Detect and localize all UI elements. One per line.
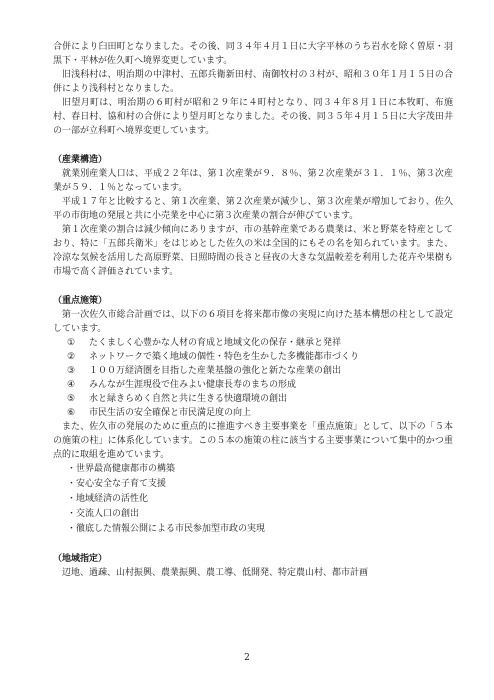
pillar-list-item: ・安心安全な子育て支援	[67, 479, 167, 489]
history-paragraph-usuda: 合併により臼田町となりました。その後、同３４年４月１日に大字平林のうち岩水を除く曽原・羽黒下・平林が佐久町へ境界変更しています。	[53, 42, 453, 66]
policy-item-mark: ②	[67, 352, 76, 362]
pillar-list-item: ・交流人口の創出	[67, 509, 140, 519]
policy-item-text: 水と緑きらめく自然と共に生きる快適環境の創出	[89, 394, 288, 404]
policy-item	[53, 350, 453, 364]
history-paragraph-mochizuki: 旧望月町は、明治期の６町村が昭和２９年に４町村となり、同３４年８月１日に本牧町、布施村、春日村、協和村の合併により望月町となりました。その後、同３５年４月１５日に大字茂田井の一部が立科町へ境界変更しています。	[53, 98, 453, 136]
page-content	[53, 40, 453, 580]
policy-intro: 第一次佐久市総合計画では、以下の６項目を将来都市像の実現に向けた基本構想の柱として設定しています。	[53, 310, 453, 334]
pillar-list-item: ・世界最高健康都市の構築	[67, 464, 176, 474]
policy-item-text: １００万経済圏を目指した産業基盤の強化と新たな産業の創出	[89, 366, 342, 376]
policy-item-mark: ⑥	[67, 408, 76, 418]
pillar-list-item: ・徹底した情報公開による市民参加型市政の実現	[67, 524, 266, 534]
designation-heading: （地域指定）	[53, 554, 108, 564]
industry-paragraph-population: 就業別産業人口は、平成２２年は、第１次産業が９．８％、第２次産業が３１．１％、第３次産業が５９．１％となっています。	[53, 169, 453, 193]
policy-item	[53, 364, 453, 378]
policy-item-mark: ④	[67, 380, 76, 390]
policy-item-text: ネットワークで築く地域の個性・特色を生かした多機能都市づくり	[89, 352, 360, 362]
policy-item	[53, 336, 453, 350]
policy-item	[53, 406, 453, 420]
policy-item-mark: ①	[67, 338, 76, 348]
policy-middle-paragraph: また、佐久市の発展のために重点的に推進すべき主要事業を「重点施策」として、以下の「５本の施策の柱」に体系化しています。この５本の施策の柱に該当する主要事業について集中的かつ重点的に取組を進めています。	[53, 422, 453, 460]
policy-item	[53, 378, 453, 392]
policy-item-mark: ③	[67, 366, 76, 376]
policy-item-text: たくましく心豊かな人材の育成と地域文化の保存・継承と発祥	[89, 338, 342, 348]
history-paragraph-asashina: 旧浅科村は、明治期の中津村、五郎兵衛新田村、南御牧村の３村が、昭和３０年１月１５日の合併により浅科村となりました。	[53, 70, 453, 94]
page-number: 2	[244, 653, 250, 663]
industry-paragraph-agriculture: 第１次産業の割合は減少傾向にありますが、市の基幹産業である農業は、米と野菜を特産としており、特に「五郎兵衛米」をはじめとした佐久の米は全国的にもその名を知られています。また、冷涼な気候を活用した高原野菜、日照時間の長さと昼夜の大きな気温較差を利用した花卉や果樹も市場で高く評価されています。	[53, 225, 453, 277]
industry-heading: （産業構造）	[53, 155, 108, 165]
policy-heading: （重点施策）	[53, 296, 108, 306]
policy-item	[53, 392, 453, 406]
policy-item-text: みんなが生涯現役で住みよい健康長寿のまちの形成	[89, 380, 297, 390]
policy-item-mark: ⑤	[67, 394, 76, 404]
industry-paragraph-comparison: 平成１７年と比較すると、第１次産業、第２次産業が減少し、第３次産業が増加しており、佐久平の市街地の発展と共に小売業を中心に第３次産業の割合が伸びています。	[53, 197, 453, 221]
designation-text: 辺地、過疎、山村振興、農業振興、農工導、低開発、特定農山村、都市計画	[62, 568, 369, 578]
policy-item-text: 市民生活の安全確保と市民満足度の向上	[89, 408, 252, 418]
pillar-list-item: ・地域経済の活性化	[67, 494, 149, 504]
